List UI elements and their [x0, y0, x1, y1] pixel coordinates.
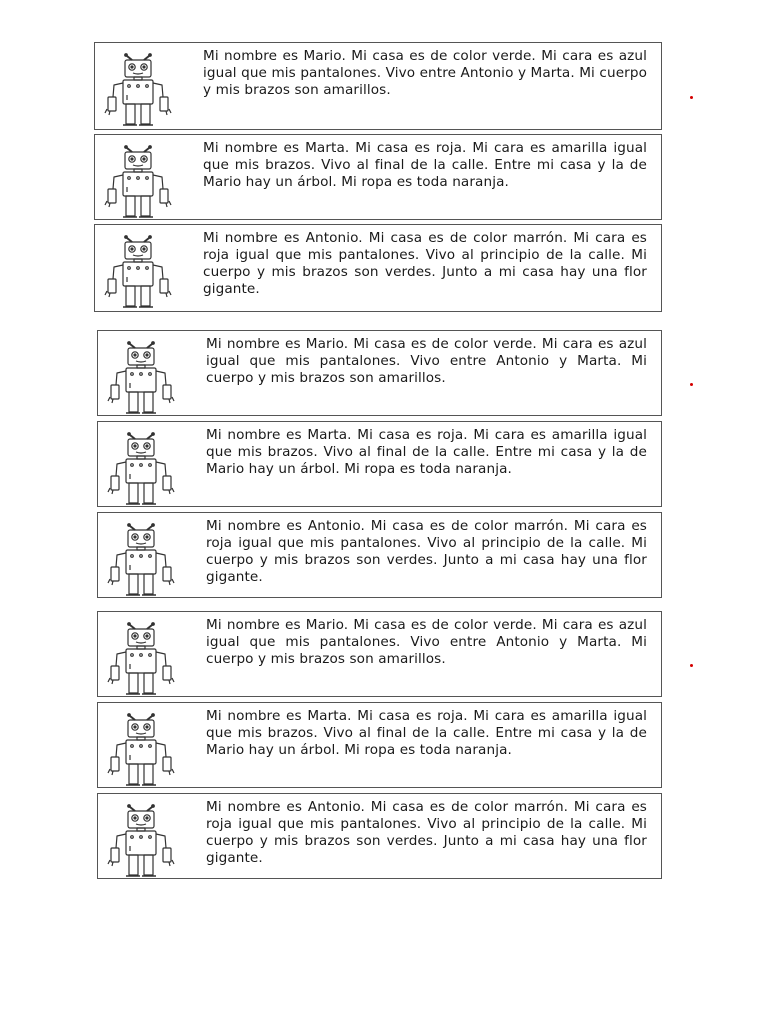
robot-icon	[102, 335, 180, 415]
robot-icon	[99, 47, 177, 127]
card-text: Mi nombre es Mario. Mi casa es de color verde. Mi cara es azul igual que mis pantalones. Vivo entre Antonio y Marta. Mi cuerpo y mis brazos son amarillos.	[206, 336, 647, 386]
card-text: Mi nombre es Marta. Mi casa es roja. Mi cara es amarilla igual que mis brazos. Vivo al final de la calle. Entre mi casa y la de Mario hay un árbol. Mi ropa es toda naranja.	[206, 708, 647, 758]
robot-card-mario	[94, 42, 662, 130]
robot-icon	[99, 229, 177, 309]
robot-card-marta	[97, 702, 662, 788]
red-marker-dot	[690, 383, 693, 386]
card-text: Mi nombre es Antonio. Mi casa es de color marrón. Mi cara es roja igual que mis pantalones. Vivo al principio de la calle. Mi cuerpo y mis brazos son verdes. Junto a mi casa hay una flor gigante.	[206, 518, 647, 585]
card-text: Mi nombre es Marta. Mi casa es roja. Mi cara es amarilla igual que mis brazos. Vivo al final de la calle. Entre mi casa y la de Mario hay un árbol. Mi ropa es toda naranja.	[206, 427, 647, 477]
robot-card-mario	[97, 330, 662, 416]
card-text: Mi nombre es Mario. Mi casa es de color verde. Mi cara es azul igual que mis pantalones. Vivo entre Antonio y Marta. Mi cuerpo y mis brazos son amarillos.	[206, 617, 647, 667]
robot-icon	[102, 426, 180, 506]
robot-card-antonio	[97, 793, 662, 879]
robot-card-antonio	[94, 224, 662, 312]
robot-icon	[102, 517, 180, 597]
robot-card-marta	[94, 134, 662, 220]
card-text: Mi nombre es Antonio. Mi casa es de color marrón. Mi cara es roja igual que mis pantalones. Vivo al principio de la calle. Mi cuerpo y mis brazos son verdes. Junto a mi casa hay una flor gigante.	[203, 230, 647, 297]
red-marker-dot	[690, 664, 693, 667]
robot-icon	[99, 139, 177, 219]
card-text: Mi nombre es Mario. Mi casa es de color verde. Mi cara es azul igual que mis pantalones. Vivo entre Antonio y Marta. Mi cuerpo y mis brazos son amarillos.	[203, 48, 647, 98]
robot-icon	[102, 798, 180, 878]
robot-card-marta	[97, 421, 662, 507]
robot-card-antonio	[97, 512, 662, 598]
robot-card-mario	[97, 611, 662, 697]
red-marker-dot	[690, 96, 693, 99]
robot-icon	[102, 707, 180, 787]
card-text: Mi nombre es Marta. Mi casa es roja. Mi cara es amarilla igual que mis brazos. Vivo al final de la calle. Entre mi casa y la de Mario hay un árbol. Mi ropa es toda naranja.	[203, 140, 647, 190]
robot-icon	[102, 616, 180, 696]
card-text: Mi nombre es Antonio. Mi casa es de color marrón. Mi cara es roja igual que mis pantalones. Vivo al principio de la calle. Mi cuerpo y mis brazos son verdes. Junto a mi casa hay una flor gigante.	[206, 799, 647, 866]
